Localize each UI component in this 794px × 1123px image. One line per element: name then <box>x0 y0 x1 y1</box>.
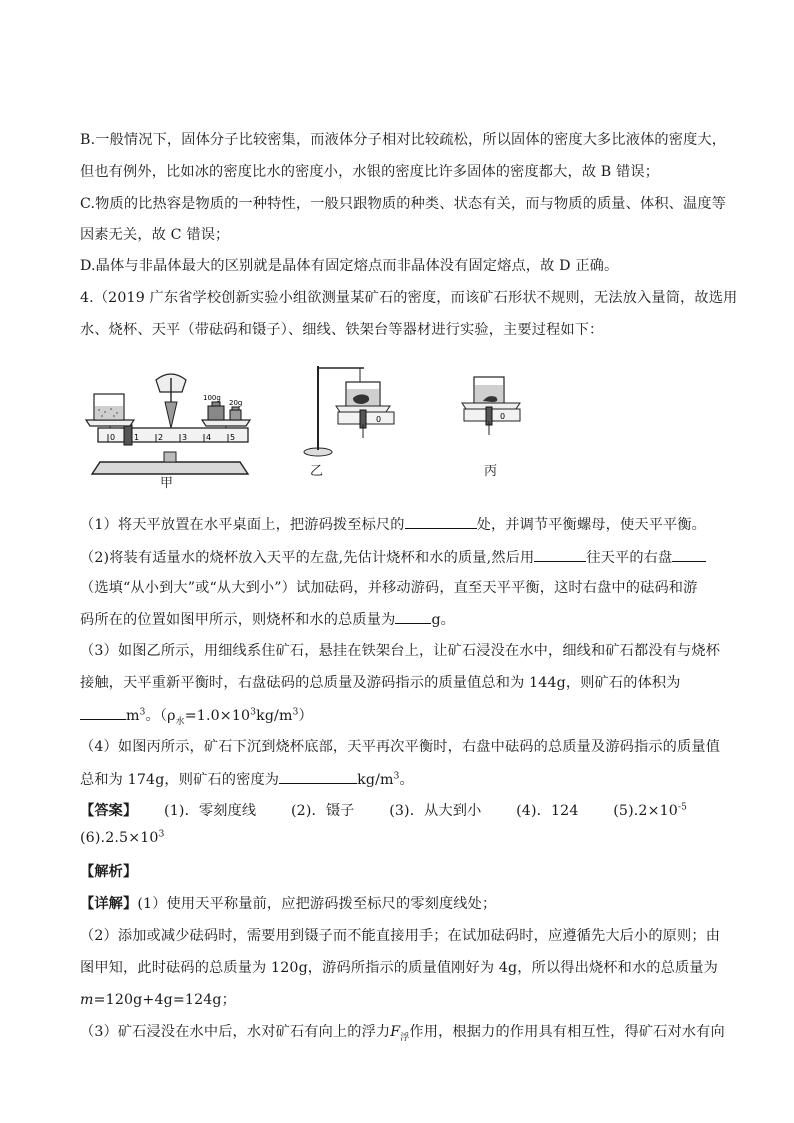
text-line-c2: 因素无关，故 C 错误； <box>80 227 230 243</box>
part-2-line2: （选填“从小到大”或“从大到小”）试加砝码，并移动游码，直至天平平衡，这时右盘中的砝码和游 <box>80 580 698 596</box>
part-3-line1: （3）如图乙所示，用细线系住矿石，悬挂在铁架台上，让矿石浸没在水中，细线和矿石都没有与烧杯 <box>80 643 721 659</box>
part-3-line3 <box>80 705 313 726</box>
part-3-line2: 接触，天平重新平衡时，右盘砝码的总质量及游码指示的质量值总和为 144g，则矿石的体积为 <box>80 675 681 691</box>
answer-label: 【答案】 <box>80 803 138 819</box>
question-4-stem-line2: 水、烧杯、天平（带砝码和镊子）、细线、铁架台等器材进行实验，主要过程如下： <box>80 322 604 338</box>
figure-bing-beaker <box>456 375 526 465</box>
answer-item-5 <box>613 801 687 821</box>
scale-digit-0-yi: 0 <box>376 415 382 424</box>
analysis-label: 【解析】 <box>80 864 138 880</box>
part-2-text-e: g。 <box>431 612 456 628</box>
scale-digit-3: 3 <box>182 433 188 442</box>
blank-5[interactable] <box>80 705 126 720</box>
answer-item-3: (3)．从大到小 <box>389 803 482 819</box>
analysis-text-5a: （3）矿石浸没在水中后，水对矿石有向上的浮力 <box>80 1024 391 1040</box>
answer-item-6: (6).2.5×10 <box>80 830 159 846</box>
part-1-text-a: （1）将天平放置在水平桌面上，把游码拨至标尺的 <box>80 517 405 533</box>
answer-item-1: (1)．零刻度线 <box>164 803 257 819</box>
text-line-c1: C.物质的比热容是物质的一种特性，一般只跟物质的种类、状态有关，而与物质的质量、体积、温度等 <box>80 196 727 212</box>
analysis-line-4 <box>80 990 236 1010</box>
density-unit: kg/m <box>357 772 394 788</box>
figure-label-jia: 甲 <box>160 476 174 491</box>
buoyancy-sub: 浮 <box>400 1032 410 1043</box>
answer-line-2 <box>80 828 165 848</box>
answer-item-2: (2)．镊子 <box>290 803 355 819</box>
part-1-text-b: 处，并调节平衡螺母，使天平平衡。 <box>476 517 707 533</box>
part-1-line <box>80 514 706 535</box>
figure-label-bing: 丙 <box>484 464 498 479</box>
answer-item-6-exp: 3 <box>158 829 165 840</box>
scale-digit-0-bing: 0 <box>500 412 506 421</box>
figure-yi-stand <box>298 362 410 462</box>
part-4-line1: （4）如图丙所示，矿石下沉到烧杯底部，天平再次平衡时，右盘中砝码的总质量及游码指示的质量值 <box>80 739 721 755</box>
blank-6[interactable] <box>279 769 357 784</box>
scale-digit-5: 5 <box>230 433 236 442</box>
weight-20g-label: 20g <box>229 399 243 407</box>
rho-value: =1.0×10 <box>184 708 251 724</box>
unit-m: m <box>126 708 140 724</box>
analysis-line-5 <box>80 1022 725 1042</box>
unit-exp: 3 <box>139 707 146 718</box>
part-4-line2 <box>80 769 414 790</box>
rho-unit-exp: 3 <box>292 707 299 718</box>
answer-item-5-exp: -5 <box>677 802 688 813</box>
detail-label: 【详解】 <box>80 896 138 912</box>
mass-symbol: m <box>80 992 94 1008</box>
part-2-line3 <box>80 609 455 630</box>
analysis-text-1: (1）使用天平称量前，应把游码拨至标尺的零刻度线处； <box>137 896 497 912</box>
scale-digit-0: 0 <box>110 433 116 442</box>
weight-100g-label: 100g <box>203 394 221 402</box>
scale-digit-1: 1 <box>134 433 140 442</box>
scale-digit-2: 2 <box>158 433 164 442</box>
text-line-b1: B.一般情况下，固体分子比较密集，而液体分子相对比较疏松，所以固体的密度大多比液体的密度大， <box>80 132 727 148</box>
rho-symbol: 。（ρ <box>145 708 176 724</box>
rho-exp: 3 <box>250 707 257 718</box>
rho-unit: kg/m <box>256 708 293 724</box>
rho-close: ） <box>298 708 313 724</box>
text-line-d1: D.晶体与非晶体最大的区别就是晶体有固定熔点而非晶体没有固定熔点，故 D 正确。 <box>80 258 619 274</box>
analysis-line-1 <box>80 894 496 914</box>
blank-3[interactable] <box>672 547 706 562</box>
rho-sub-water: 水 <box>175 716 185 727</box>
blank-4[interactable] <box>395 609 431 624</box>
part-2-text-d: 码所在的位置如图甲所示，则烧杯和水的总质量为 <box>80 612 396 628</box>
answer-line <box>80 801 687 821</box>
blank-2[interactable] <box>534 547 586 562</box>
analysis-text-5b: 作用，根据力的作用具有相互性，得矿石对水有向 <box>409 1024 725 1040</box>
buoyancy-symbol: F <box>390 1024 401 1040</box>
part-2-text-a: （2)将装有适量水的烧杯放入天平的左盘,先估计烧杯和水的质量,然后用 <box>80 550 535 566</box>
figure-jia-balance <box>80 362 260 492</box>
part-2-text-b: 往天平的右盘 <box>586 550 673 566</box>
density-unit-exp: 3 <box>393 771 400 782</box>
text-line-b2: 但也有例外，比如冰的密度比水的密度小，水银的密度比许多固体的密度都大，故 B 错误； <box>80 164 660 180</box>
analysis-line-3: 图甲知，此时砝码的总质量为 120g，游码所指示的质量值刚好为 4g，所以得出烧杯和水的总质量为 <box>80 960 718 976</box>
analysis-line-2: （2）添加或减少砝码时，需要用到镊子而不能直接用手；在试加砝码时，应遵循先大后小的原则；由 <box>80 928 721 944</box>
answer-item-5-base: (5).2×10 <box>613 803 678 819</box>
period: 。 <box>399 772 414 788</box>
scale-digit-4: 4 <box>206 433 212 442</box>
answer-item-4: (4)．124 <box>516 803 579 819</box>
part-2-line1 <box>80 547 706 568</box>
part-4-text-b: 总和为 174g，则矿石的密度为 <box>80 772 280 788</box>
mass-equation: =120g+4g=124g； <box>93 992 236 1008</box>
blank-1[interactable] <box>405 514 477 529</box>
figure-label-yi: 乙 <box>310 464 324 479</box>
question-4-stem-line1: 4.（2019 广东省学校创新实验小组欲测量某矿石的密度，而该矿石形状不规则，无法放入量筒，故选用 <box>80 290 738 306</box>
